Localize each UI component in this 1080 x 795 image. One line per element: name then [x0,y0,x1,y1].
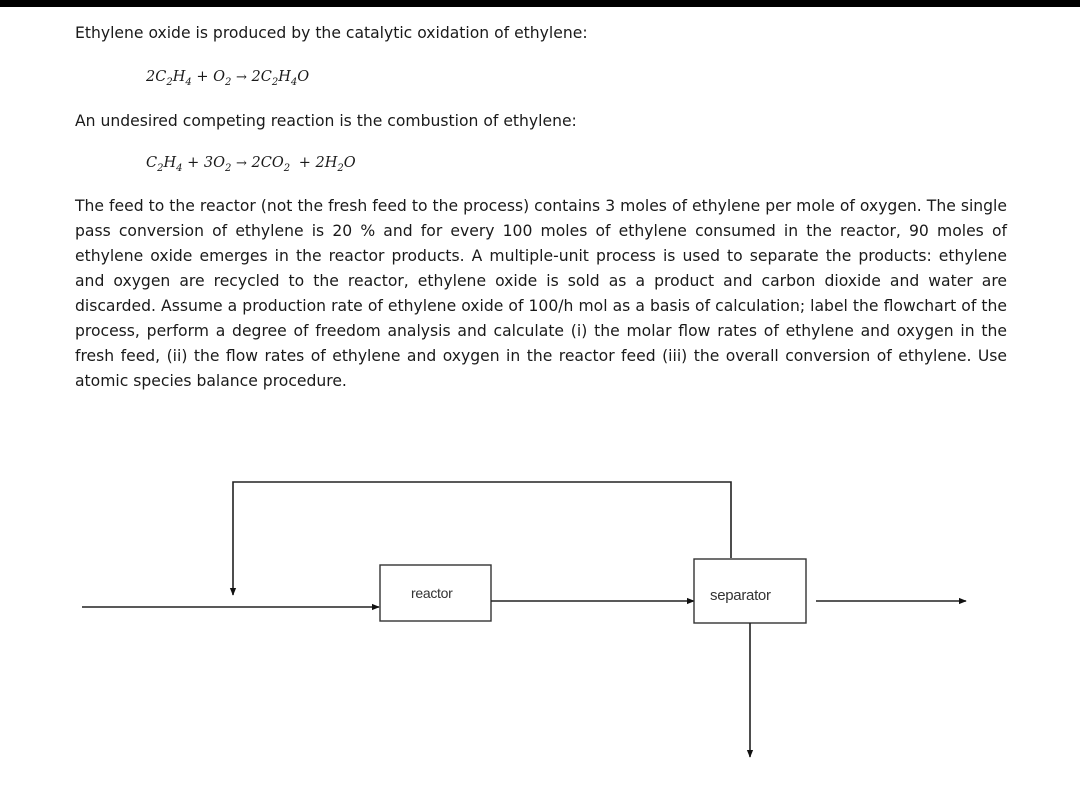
reaction-1-equation: $2C_2H_4 + O_2 \to 2C_2H_4O$ [146,69,310,88]
competing-reaction-text: An undesired competing reaction is the combustion of ethylene: [75,112,577,130]
reactor-label: reactor [411,585,453,601]
problem-statement: The feed to the reactor (not the fresh feed to the process) contains 3 moles of ethylene per mole of oxygen. The single pass conversion of ethylene is 20 % and for every 100 moles of ethylene consumed in the reactor, 90 moles of ethylene oxide emerges in the reactor products. A multiple-unit process is used to separate the products: ethylene and oxygen are recycled to the reactor, ethylene oxide is sold as a product and carbon dioxide and water are discarded. Assume a production rate of ethylene oxide of 100/h mol as a basis of calculation; label the flowchart of the process, perform a degree of freedom analysis and calculate (i) the molar flow rates of ethylene and oxygen in the fresh feed, (ii) the flow rates of ethylene and oxygen in the reactor feed (iii) the overall conversion of ethylene. Use atomic species balance procedure. [75,197,1007,390]
separator-label: separator [710,587,771,604]
reaction-2-equation: $C_2H_4 + 3O_2 \to 2CO_2 + 2H_2O$ [146,155,356,174]
intro-text: Ethylene oxide is produced by the catalytic oxidation of ethylene: [75,24,588,42]
